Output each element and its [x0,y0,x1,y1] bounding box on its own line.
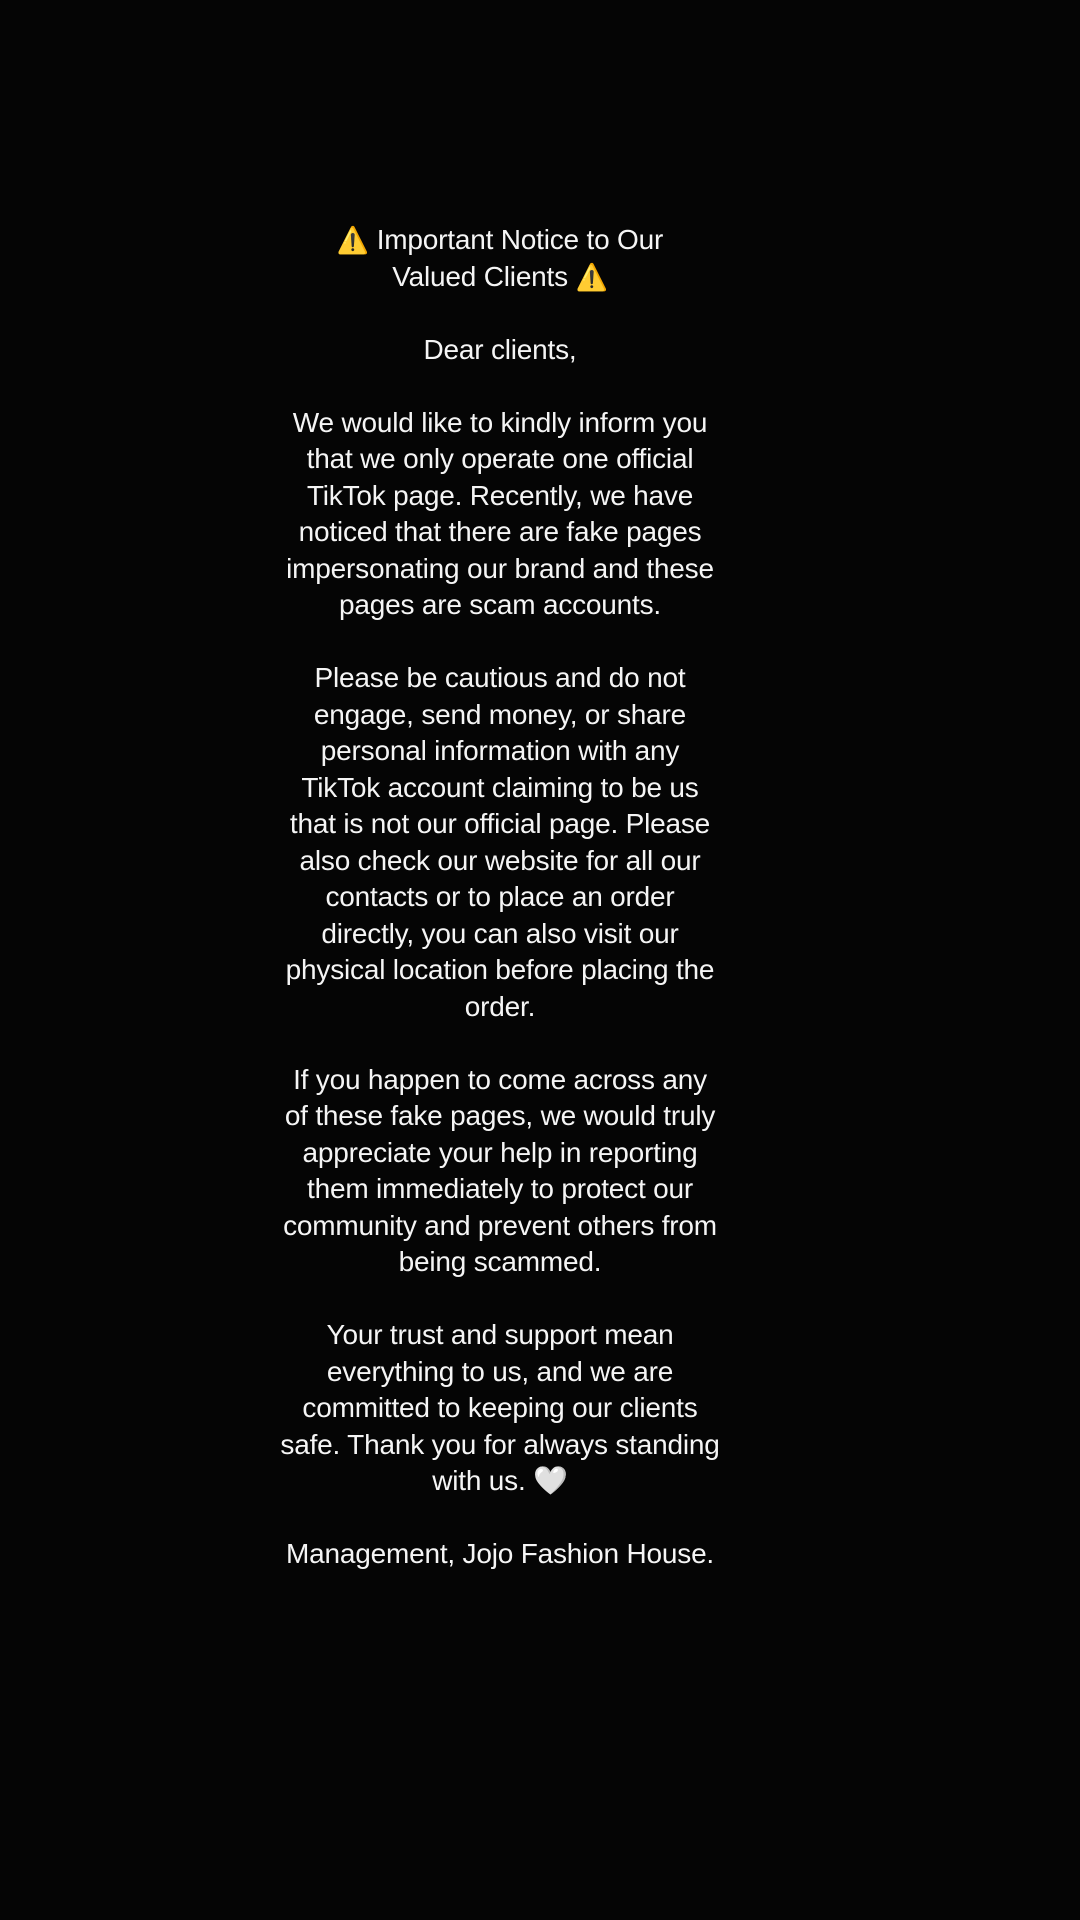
notice-title [280,222,720,295]
warning-icon: ⚠️ [575,261,608,292]
notice-paragraph-2: Please be cautious and do not engage, send money, or share personal information with any TikTok account claiming to be us that is not our official page. Please also check our website for all our contacts or to place an order directly, you can also visit our physical location before placing the order. [285,662,715,1022]
white-heart-icon: 🤍 [533,1465,568,1496]
notice-title-line1: Important Notice to Our [376,224,664,255]
notice-text-block [280,222,720,1573]
notice-paragraph-3: If you happen to come across any of these fake pages, we would truly appreciate your help in reporting them immediately to protect our community and prevent others from being scammed. [283,1063,717,1277]
notice-greeting: Dear clients, [423,333,577,365]
notice-paragraph-4-text: Your trust and support mean everything to us, and we are committed to keeping our clients safe. Thank you for always standing with us. [280,1319,720,1496]
notice-signature: Management, Jojo Fashion House. [285,1538,715,1569]
notice-paragraph-1: We would like to kindly inform you that we only operate one official TikTok page. Recently, we have noticed that there are fake pages impersonating our brand and these pages are scam accounts. [286,406,714,620]
warning-icon: ⚠️ [336,225,370,255]
notice-paragraph-4 [280,1317,720,1500]
notice-title-line2: Valued Clients [392,260,568,292]
